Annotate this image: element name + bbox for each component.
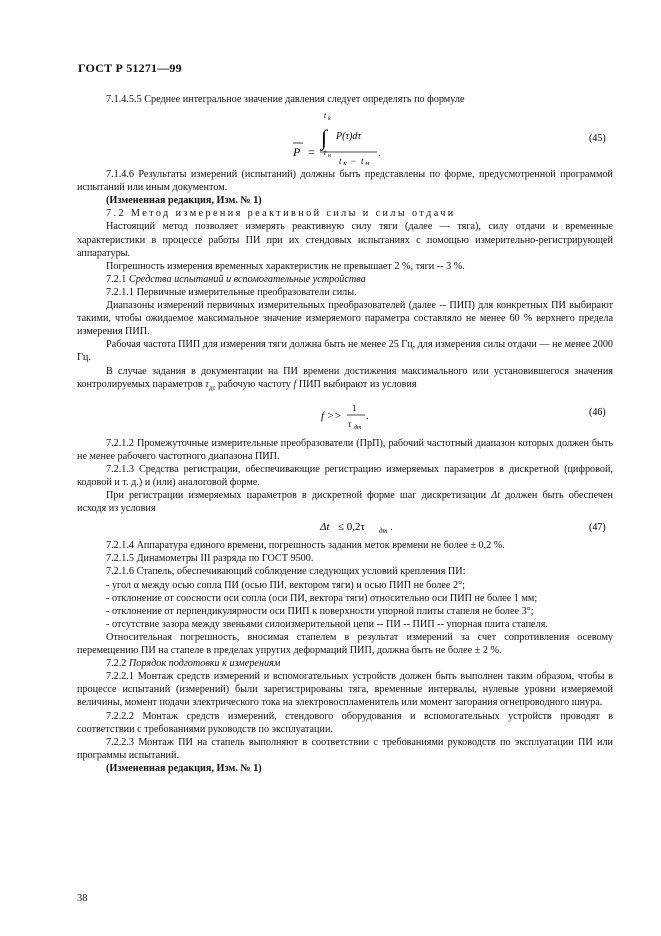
formula-46-tail: . — [366, 409, 369, 422]
list-item-4: - отсутствие зазора между звеньями силоизмерительной цепи -- ПИ -- ПИП -- упорная плита стапеля. — [106, 618, 548, 630]
paragraph-7-2-1-5: 7.2.1.5 Динамометры III разряда по ГОСТ 9500. — [106, 553, 314, 565]
amendment-note-1: (Измененная редакция, Изм. № 1) — [106, 195, 262, 207]
paragraph-7-2-1-1-c — [77, 365, 613, 395]
formula-45-number: (45) — [589, 133, 606, 145]
formula-45-eq: = — [308, 145, 315, 160]
paragraph-7-2-a: Настоящий метод позволяет измерять реактивную силу тяги (далее — тяга), силу отдачи и временные характеристики в процессе работы ПИ при их стендовых испытаниях с помощью измерительно-регистрирующей аппаратуры. — [77, 221, 613, 259]
formula-45-den-a: t — [339, 156, 342, 166]
paragraph-7-2-1-1-c-part3: ПИП выбирают из условия — [296, 378, 417, 390]
list-item-1: - угол α между осью сопла ПИ (осью ПИ, вектором тяги) и осью ПИП не более 2°; — [106, 579, 465, 591]
formula-47-sub: дт — [379, 527, 388, 536]
paragraph-7-2-1-4: 7.2.1.4 Аппаратура единого времени, погрешность задания меток времени не более ± 0,2 %. — [106, 540, 505, 552]
formula-45-int-upper: t — [324, 111, 327, 121]
formula-45-den-b: t — [361, 156, 364, 166]
formula-46-lhs: f >> — [321, 409, 342, 422]
amendment-note-2: (Измененная редакция, Изм. № 1) — [106, 762, 262, 774]
formula-45-den-b-sub: Н — [365, 162, 370, 166]
list-item-3: - отклонение от перпендикулярности оси ПИП к поверхности упорной плиты стапеля не более 3°; — [106, 605, 534, 617]
formula-46-graphic — [77, 398, 613, 434]
formula-47-rel: ≤ 0,2τ — [338, 521, 365, 534]
paragraph-7-2-b: Погрешность измерения временных характеристик не превышает 2 %, тяги -- 3 %. — [106, 260, 465, 272]
formula-47-tail: . — [390, 521, 393, 534]
formula-47 — [77, 517, 613, 535]
delta-t-symbol: Δt — [491, 490, 501, 502]
formula-45-int-upper-sub: k — [328, 116, 331, 123]
document-body — [77, 93, 613, 775]
formula-45-graphic — [77, 109, 613, 165]
formula-47-lhs: Δt — [320, 521, 330, 534]
formula-45-den-a-sub: К — [343, 162, 347, 166]
tau-subscript: дт — [208, 383, 216, 392]
formula-45-integral-sign: ∫ — [321, 125, 328, 151]
list-item-2: - отклонение от соосности оси сопла (оси ПИ, вектора тяги) относительно оси ПИП не более 1 мм; — [106, 592, 538, 604]
subsection-number-7-2-1: 7.2.1 — [106, 273, 129, 285]
paragraph-7-2-1-6: 7.2.1.6 Стапель, обеспечивающий соблюдение следующих условий крепления ПИ: — [106, 566, 466, 578]
formula-46-den-sub: дт — [354, 424, 362, 431]
paragraph-7-2-2-1: 7.2.2.1 Монтаж средств измерений и вспомогательных устройств должен быть выполнен таким образом, чтобы в процессе испытаний (измерений) были зарегистрированы тяга, временные интервалы, нулевые уровни измеряемой величины, момент подачи электрического тока на электровоспламенитель или момент загорания огнепроводного шнура. — [77, 671, 613, 709]
paragraph-7-2-1-1-c-part1: В случае задания в документации на ПИ времени достижения максимального или установившегося значения контролируемых параметров — [77, 365, 613, 390]
paragraph-7-1-4-5-5: 7.1.4.5.5 Среднее интегральное значение давления следует определять по формуле — [106, 94, 465, 105]
formula-45 — [77, 109, 613, 165]
section-heading-7-2: 7.2 Метод измерения реактивной силы и силы отдачи — [106, 208, 456, 220]
paragraph-7-2-1-3: 7.2.1.3 Средства регистрации, обеспечивающие регистрацию измеряемых параметров в дискретной (цифровой, кодовой и т. д.) и (или) аналоговой форме. — [77, 463, 613, 488]
subsection-heading-7-2-1 — [77, 273, 613, 286]
formula-46-num: 1 — [352, 402, 357, 413]
paragraph-7-2-1-1: 7.2.1.1 Первичные измерительные преобразователи силы. — [106, 286, 357, 298]
subsection-title-7-2-1: Средства испытаний и вспомогательные устройства — [128, 273, 366, 285]
formula-47-number: (47) — [589, 522, 606, 534]
subsection-heading-7-2-2 — [77, 657, 613, 670]
paragraph-7-2-1-3-a-part1: При регистрации измеряемых параметров в дискретной форме шаг дискретизации — [106, 490, 492, 502]
tau-symbol: τ — [205, 378, 209, 390]
formula-46-den: τ — [348, 418, 352, 429]
paragraph-7-2-1-3-a — [77, 489, 613, 515]
paragraph-7-2-1-2: 7.2.1.2 Промежуточные измерительные преобразователи (ПрП), рабочий частотный диапазон которых должен быть не менее рабочего частотного диапазона ПИП. — [77, 437, 613, 462]
document-header: ГОСТ Р 51271—99 — [78, 61, 182, 75]
paragraph-7-2-1-6-a: Относительная погрешность, вносимая стапелем в результат измерений за счет сопротивления осевому перемещению ПИ на стапеле в пределах упругих деформаций ПИП, должна быть не более ± 2 %. — [77, 631, 613, 657]
paragraph-7-2-1-1-c-part2: рабочую частоту — [215, 378, 294, 390]
formula-45-int-lower-sub: н — [328, 153, 331, 160]
formula-45-tail: . — [378, 147, 381, 160]
formula-46 — [77, 398, 613, 434]
paragraph-7-1-4-6: 7.1.4.6 Результаты измерений (испытаний) должны быть представлены по форме, предусмотренной программой испытаний или иным документом. — [77, 169, 613, 194]
paragraph-7-2-1-3-a-part2: должен быть обеспечен исходя из условия — [77, 490, 613, 515]
page-number: 38 — [77, 893, 88, 904]
paragraph-7-2-2-2: 7.2.2.2 Монтаж средств измерений, стендового оборудования и вспомогательных устройств проводят в соответствии с требованиями руководств по эксплуатации. — [77, 710, 613, 735]
formula-45-int-lower: t — [324, 148, 327, 158]
paragraph-7-2-1-1-b: Рабочая частота ПИП для измерения тяги должна быть не менее 25 Гц, для измерения силы отдачи — не менее 2000 Гц. — [77, 339, 614, 364]
formula-45-integrand: P(τ)dτ — [336, 131, 361, 143]
formula-45-den-minus: − — [351, 156, 357, 166]
subsection-title-7-2-2: Порядок подготовки к измерениям — [128, 658, 281, 670]
f-symbol: f — [293, 378, 297, 390]
formula-45-lhs: P — [293, 145, 301, 160]
paragraph-7-2-1-1-a: Диапазоны измерений первичных измерительных преобразователей (далее -- ПИП) для конкретных ПИ выбирают такими, чтобы ожидаемое максимальное значение измеряемого параметра составляло не менее 60 % верхнего предела измерения ПИП. — [77, 300, 613, 338]
subsection-number-7-2-2: 7.2.2 — [106, 658, 129, 670]
formula-47-graphic — [77, 517, 613, 535]
paragraph-7-2-2-3: 7.2.2.3 Монтаж ПИ на стапель выполняют в соответствии с требованиями руководств по эксплуатации ПИ или программы испытаний. — [77, 736, 613, 761]
formula-46-number: (46) — [589, 406, 606, 418]
